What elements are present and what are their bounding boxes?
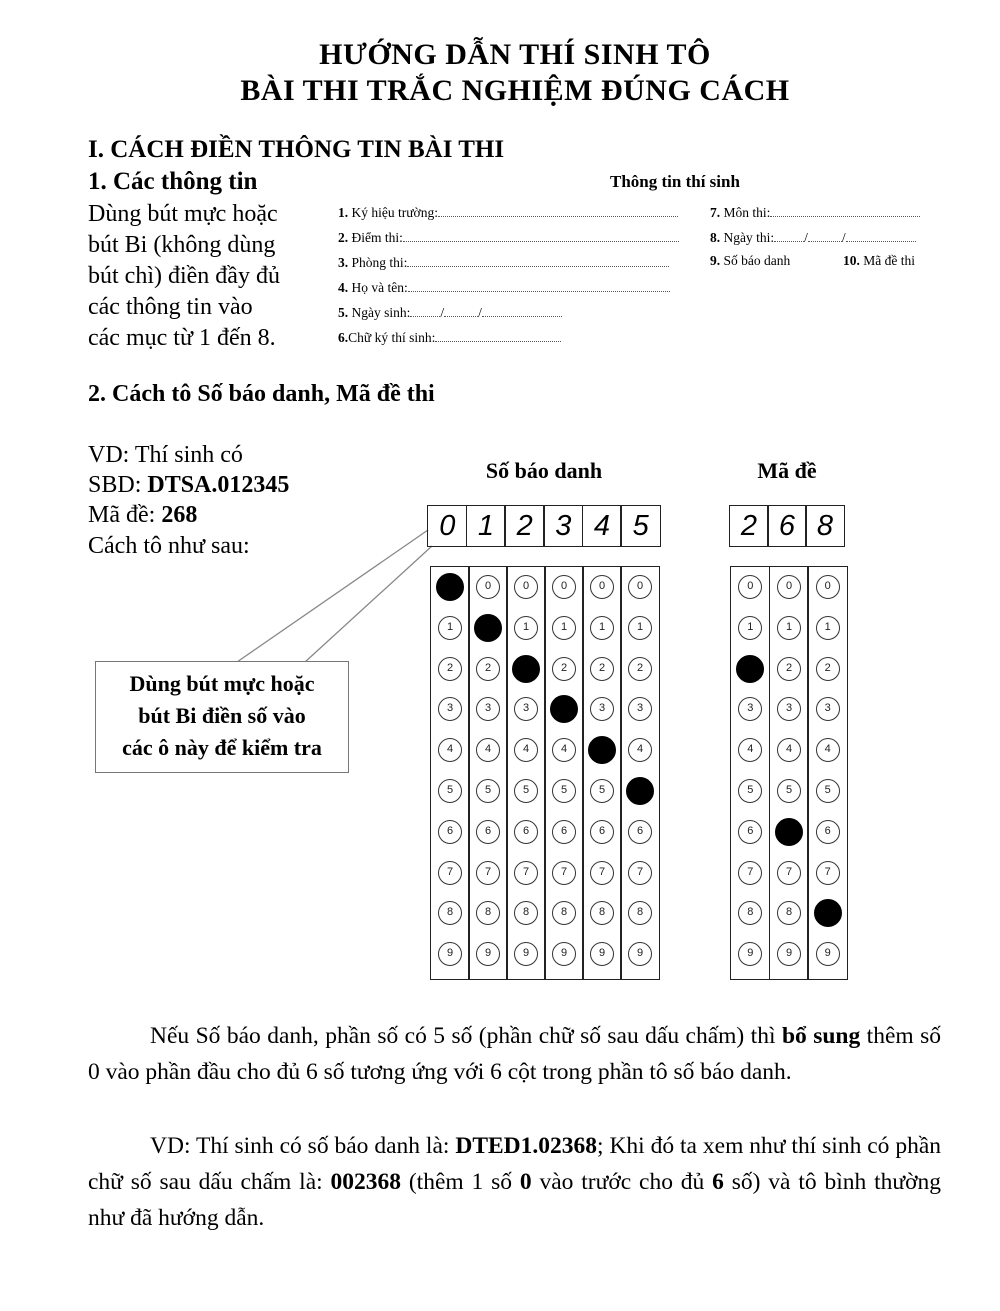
callout-line: bút Bi điền số vào bbox=[138, 703, 306, 728]
filled-bubble[interactable] bbox=[736, 655, 764, 683]
field-label: Ngày sinh: bbox=[351, 305, 411, 320]
answer-bubble[interactable]: 9 bbox=[628, 942, 652, 966]
note-text: số) và tô bình thường như đã hướng dẫn. bbox=[88, 1169, 942, 1231]
written-digit[interactable]: 2 bbox=[516, 510, 533, 542]
answer-bubble[interactable]: 7 bbox=[590, 861, 614, 885]
field-label: Ngày thi: bbox=[723, 230, 775, 245]
callout-line: Dùng bút mực hoặc bbox=[129, 671, 315, 696]
answer-bubble[interactable]: 2 bbox=[628, 657, 652, 681]
answer-bubble[interactable]: 1 bbox=[816, 616, 840, 640]
note-paragraph-2 bbox=[88, 1128, 941, 1236]
answer-bubble[interactable]: 4 bbox=[514, 738, 538, 762]
answer-bubble[interactable]: 6 bbox=[438, 820, 462, 844]
note-text: thêm số 0 vào phần đầu cho đủ 6 số tương ứng với 6 cột trong phần tô số báo danh. bbox=[88, 1023, 941, 1085]
answer-bubble[interactable]: 1 bbox=[777, 616, 801, 640]
answer-bubble[interactable]: 8 bbox=[590, 901, 614, 925]
answer-bubble[interactable]: 3 bbox=[476, 697, 500, 721]
note-paragraph-1 bbox=[88, 1018, 941, 1090]
answer-bubble[interactable]: 4 bbox=[552, 738, 576, 762]
example-sbd-value: DTSA.012345 bbox=[147, 472, 290, 498]
note-bold: DTED1.02368 bbox=[455, 1133, 598, 1159]
instruction-line: các mục từ 1 đến 8. bbox=[88, 325, 276, 351]
written-digit[interactable]: 2 bbox=[740, 510, 758, 542]
filled-bubble[interactable] bbox=[512, 655, 540, 683]
instruction-line: bút Bi (không dùng bbox=[88, 232, 276, 258]
field-number: 5. bbox=[338, 305, 349, 320]
answer-bubble[interactable]: 1 bbox=[590, 616, 614, 640]
answer-bubble[interactable]: 2 bbox=[552, 657, 576, 681]
answer-bubble[interactable]: 8 bbox=[514, 901, 538, 925]
answer-bubble[interactable]: 6 bbox=[816, 820, 840, 844]
answer-bubble[interactable]: 8 bbox=[552, 901, 576, 925]
field-label: Phòng thi: bbox=[351, 255, 408, 270]
answer-bubble[interactable]: 5 bbox=[816, 779, 840, 803]
answer-bubble[interactable]: 7 bbox=[552, 861, 576, 885]
answer-bubble[interactable]: 0 bbox=[476, 575, 500, 599]
answer-bubble[interactable]: 3 bbox=[816, 697, 840, 721]
answer-bubble[interactable]: 8 bbox=[738, 901, 762, 925]
field-label: Môn thi: bbox=[723, 205, 771, 220]
answer-bubble[interactable]: 9 bbox=[816, 942, 840, 966]
filled-bubble[interactable] bbox=[588, 736, 616, 764]
column-divider bbox=[769, 567, 771, 979]
column-divider bbox=[807, 567, 809, 979]
answer-bubble[interactable]: 3 bbox=[738, 697, 762, 721]
leader-line bbox=[305, 546, 432, 662]
filled-bubble[interactable] bbox=[775, 818, 803, 846]
answer-bubble[interactable]: 2 bbox=[476, 657, 500, 681]
filled-bubble[interactable] bbox=[436, 573, 464, 601]
callout-box bbox=[95, 661, 349, 773]
answer-bubble[interactable]: 4 bbox=[777, 738, 801, 762]
answer-bubble[interactable]: 6 bbox=[738, 820, 762, 844]
filled-bubble[interactable] bbox=[814, 899, 842, 927]
instruction-line: Dùng bút mực hoặc bbox=[88, 201, 278, 227]
digit-divider bbox=[582, 506, 584, 546]
date-separator: / bbox=[804, 230, 808, 245]
answer-bubble[interactable]: 9 bbox=[476, 942, 500, 966]
answer-bubble[interactable]: 0 bbox=[777, 575, 801, 599]
note-text: Nếu Số báo danh, phần số có 5 số (phần chữ số sau dấu chấm) thì bbox=[150, 1023, 782, 1049]
sbd-bubble-grid bbox=[430, 566, 660, 980]
written-digit[interactable]: 3 bbox=[555, 510, 572, 542]
field-label: Điểm thi: bbox=[351, 230, 403, 245]
answer-bubble[interactable]: 3 bbox=[777, 697, 801, 721]
example-exam-code-value: 268 bbox=[161, 502, 198, 528]
column-divider bbox=[544, 567, 546, 979]
answer-bubble[interactable]: 7 bbox=[738, 861, 762, 885]
digit-divider bbox=[543, 506, 545, 546]
answer-bubble[interactable]: 5 bbox=[777, 779, 801, 803]
answer-bubble[interactable]: 1 bbox=[628, 616, 652, 640]
digit-divider bbox=[767, 506, 769, 546]
answer-bubble[interactable]: 2 bbox=[777, 657, 801, 681]
date-separator: / bbox=[478, 305, 482, 320]
answer-bubble[interactable]: 3 bbox=[628, 697, 652, 721]
answer-bubble[interactable]: 0 bbox=[552, 575, 576, 599]
page-title-line-1: HƯỚNG DẪN THÍ SINH TÔ bbox=[319, 38, 711, 71]
answer-bubble[interactable]: 9 bbox=[738, 942, 762, 966]
answer-bubble[interactable]: 8 bbox=[438, 901, 462, 925]
answer-bubble[interactable]: 4 bbox=[738, 738, 762, 762]
callout-line: các ô này để kiểm tra bbox=[122, 735, 322, 760]
field-label: Số báo danh bbox=[723, 253, 791, 268]
answer-bubble[interactable]: 2 bbox=[816, 657, 840, 681]
filled-bubble[interactable] bbox=[550, 695, 578, 723]
note-bold: 0 bbox=[519, 1169, 532, 1195]
date-separator: / bbox=[841, 230, 846, 245]
answer-bubble[interactable]: 3 bbox=[514, 697, 538, 721]
answer-bubble[interactable]: 3 bbox=[590, 697, 614, 721]
field-label: Họ và tên: bbox=[351, 280, 408, 295]
answer-bubble[interactable]: 7 bbox=[476, 861, 500, 885]
field-label: Ký hiệu trường: bbox=[351, 205, 438, 220]
written-digit[interactable]: 1 bbox=[477, 510, 495, 542]
field-number: 1. bbox=[338, 205, 349, 220]
field-number: 2. bbox=[338, 230, 349, 245]
column-divider bbox=[468, 567, 470, 979]
instruction-line: bút chì) điền đầy đủ bbox=[88, 263, 280, 289]
written-digit[interactable]: 8 bbox=[816, 510, 834, 542]
answer-bubble[interactable]: 5 bbox=[514, 779, 538, 803]
answer-bubble[interactable]: 6 bbox=[628, 820, 652, 844]
answer-bubble[interactable]: 1 bbox=[738, 616, 762, 640]
note-text: (thêm 1 số bbox=[401, 1169, 520, 1195]
answer-bubble[interactable]: 0 bbox=[738, 575, 762, 599]
answer-bubble[interactable]: 9 bbox=[777, 942, 801, 966]
digit-divider bbox=[620, 506, 622, 546]
answer-bubble[interactable]: 6 bbox=[514, 820, 538, 844]
answer-bubble[interactable]: 9 bbox=[514, 942, 538, 966]
answer-bubble[interactable]: 2 bbox=[590, 657, 614, 681]
answer-bubble[interactable]: 0 bbox=[590, 575, 614, 599]
answer-bubble[interactable]: 7 bbox=[438, 861, 462, 885]
answer-bubble[interactable]: 6 bbox=[590, 820, 614, 844]
answer-bubble[interactable]: 7 bbox=[777, 861, 801, 885]
sbd-grid-title: Số báo danh bbox=[485, 458, 603, 483]
field-label: Mã đề thi bbox=[863, 253, 915, 268]
field-number: 3. bbox=[338, 255, 349, 270]
leader-line bbox=[237, 530, 428, 662]
answer-bubble[interactable]: 5 bbox=[590, 779, 614, 803]
answer-bubble[interactable]: 7 bbox=[816, 861, 840, 885]
answer-bubble[interactable]: 1 bbox=[438, 616, 462, 640]
answer-bubble[interactable]: 4 bbox=[438, 738, 462, 762]
written-digit[interactable]: 0 bbox=[439, 510, 456, 542]
page-title-line-2: BÀI THI TRẮC NGHIỆM ĐÚNG CÁCH bbox=[240, 74, 790, 107]
example-sbd-label: SBD: bbox=[88, 472, 148, 498]
section-1-heading: I. CÁCH ĐIỀN THÔNG TIN BÀI THI bbox=[88, 136, 505, 163]
note-text: VD: Thí sinh có số báo danh là: bbox=[150, 1133, 456, 1159]
answer-bubble[interactable]: 5 bbox=[476, 779, 500, 803]
answer-bubble[interactable]: 8 bbox=[476, 901, 500, 925]
filled-bubble[interactable] bbox=[626, 777, 654, 805]
answer-bubble[interactable]: 6 bbox=[552, 820, 576, 844]
sbd-digit-boxes[interactable] bbox=[427, 505, 661, 547]
note-bold: 002368 bbox=[330, 1169, 402, 1195]
example-intro: VD: Thí sinh có bbox=[88, 442, 243, 468]
field-number: 8. bbox=[710, 230, 721, 245]
answer-bubble[interactable]: 2 bbox=[438, 657, 462, 681]
column-divider bbox=[506, 567, 508, 979]
field-number: 6. bbox=[338, 330, 349, 345]
answer-bubble[interactable]: 7 bbox=[514, 861, 538, 885]
filled-bubble[interactable] bbox=[474, 614, 502, 642]
field-number: 4. bbox=[338, 280, 349, 295]
column-divider bbox=[582, 567, 584, 979]
example-exam-code-label: Mã đề: bbox=[88, 502, 162, 528]
answer-bubble[interactable]: 9 bbox=[552, 942, 576, 966]
subsection-2-heading: 2. Cách tô Số báo danh, Mã đề thi bbox=[88, 381, 435, 407]
answer-bubble[interactable]: 6 bbox=[476, 820, 500, 844]
answer-bubble[interactable]: 4 bbox=[816, 738, 840, 762]
written-digit[interactable]: 5 bbox=[632, 510, 649, 542]
answer-bubble[interactable]: 1 bbox=[514, 616, 538, 640]
answer-bubble[interactable]: 3 bbox=[438, 697, 462, 721]
answer-bubble[interactable]: 8 bbox=[777, 901, 801, 925]
answer-bubble[interactable]: 8 bbox=[628, 901, 652, 925]
answer-bubble[interactable]: 5 bbox=[552, 779, 576, 803]
exam-code-digit-boxes[interactable] bbox=[729, 505, 845, 547]
note-text: ; Khi đó ta xem như thí sinh có phần chữ số sau dấu chấm là: bbox=[88, 1133, 942, 1195]
field-label: Chữ ký thí sinh: bbox=[348, 330, 436, 345]
answer-bubble[interactable]: 9 bbox=[590, 942, 614, 966]
exam-code-grid-title: Mã đề bbox=[757, 458, 817, 483]
date-separator: / bbox=[440, 305, 445, 320]
answer-bubble[interactable]: 9 bbox=[438, 942, 462, 966]
example-how-to: Cách tô như sau: bbox=[88, 533, 250, 559]
answer-bubble[interactable]: 4 bbox=[628, 738, 652, 762]
answer-bubble[interactable]: 5 bbox=[738, 779, 762, 803]
field-number: 10. bbox=[843, 253, 860, 268]
exam-code-bubble-grid bbox=[730, 566, 848, 980]
answer-bubble[interactable]: 0 bbox=[628, 575, 652, 599]
note-text: vào trước cho đủ bbox=[531, 1169, 713, 1195]
written-digit[interactable]: 6 bbox=[778, 510, 796, 542]
digit-divider bbox=[466, 506, 468, 546]
answer-bubble[interactable]: 7 bbox=[628, 861, 652, 885]
answer-bubble[interactable]: 1 bbox=[552, 616, 576, 640]
note-bold: bổ sung bbox=[781, 1023, 861, 1049]
written-digit[interactable]: 4 bbox=[593, 510, 611, 542]
field-number: 7. bbox=[710, 205, 721, 220]
answer-bubble[interactable]: 0 bbox=[514, 575, 538, 599]
field-number: 9. bbox=[710, 253, 721, 268]
answer-bubble[interactable]: 0 bbox=[816, 575, 840, 599]
subsection-1-heading: 1. Các thông tin bbox=[88, 168, 258, 195]
candidate-info-title: Thông tin thí sinh bbox=[610, 172, 740, 191]
answer-bubble[interactable]: 4 bbox=[476, 738, 500, 762]
column-divider bbox=[620, 567, 622, 979]
digit-divider bbox=[504, 506, 506, 546]
digit-divider bbox=[805, 506, 807, 546]
note-bold: 6 bbox=[712, 1169, 724, 1195]
answer-bubble[interactable]: 5 bbox=[438, 779, 462, 803]
instruction-line: các thông tin vào bbox=[88, 294, 253, 320]
